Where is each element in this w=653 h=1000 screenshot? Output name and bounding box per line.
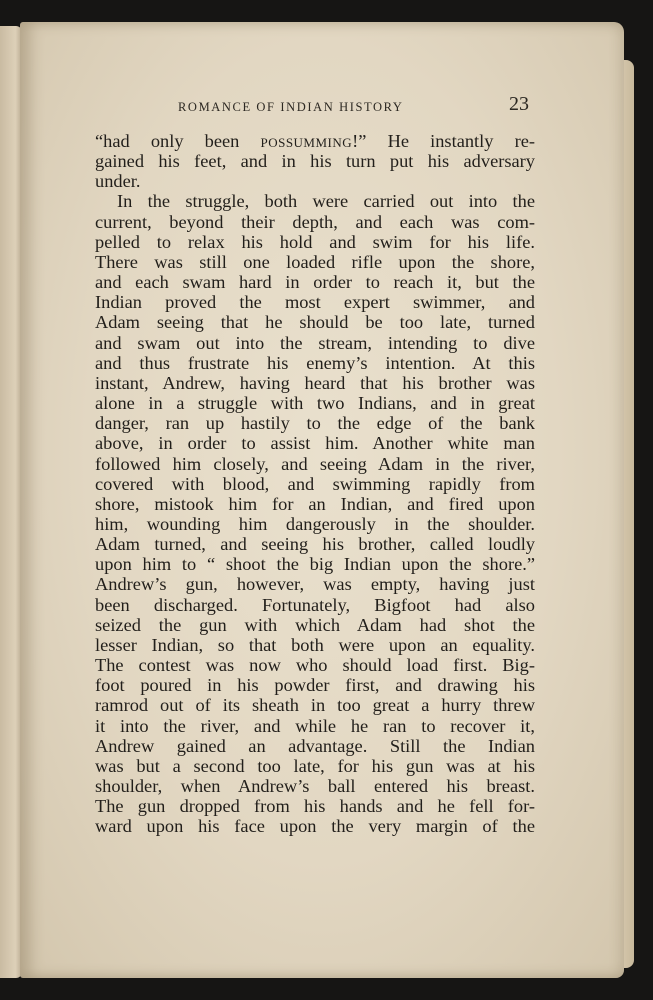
text-line: and each swam hard in order to reach it, but the: [95, 272, 535, 293]
text-line: danger, ran up hastily to the edge of the bank: [95, 413, 535, 434]
body-text: [95, 131, 535, 836]
previous-page-edge: [0, 26, 22, 978]
text-fragment: !” He instantly re-: [352, 131, 535, 151]
text-line: instant, Andrew, having heard that his brother was: [95, 372, 535, 393]
text-line: The contest was now who should load first. Big-: [95, 655, 535, 676]
text-line: covered with blood, and swimming rapidly from: [95, 473, 535, 494]
text-line: was but a second too late, for his gun was at his: [95, 755, 535, 776]
text-line: There was still one loaded rifle upon the shore,: [95, 251, 535, 272]
page-number: 23: [509, 93, 529, 115]
text-line: ward upon his face upon the very margin of the: [95, 816, 535, 837]
text-line: Adam seeing that he should be too late, turned: [95, 312, 535, 333]
text-line: seized the gun with which Adam had shot the: [95, 614, 535, 635]
text-line: In the struggle, both were carried out into the: [117, 191, 535, 212]
text-line: ramrod out of its sheath in too great a hurry threw: [95, 695, 535, 716]
text-line: Adam turned, and seeing his brother, called loudly: [95, 534, 535, 555]
text-line: under.: [95, 171, 141, 192]
text-line: current, beyond their depth, and each was com-: [95, 211, 535, 232]
text-line: Andrew gained an advantage. Still the Indian: [95, 735, 535, 756]
text-line: [95, 131, 535, 151]
text-line: it into the river, and while he ran to recover it,: [95, 715, 535, 736]
text-line: shore, mistook him for an Indian, and fired upon: [95, 493, 535, 514]
text-line: gained his feet, and in his turn put his adversary: [95, 151, 535, 172]
text-line: above, in order to assist him. Another white man: [95, 433, 535, 454]
text-line: Indian proved the most expert swimmer, and: [95, 292, 535, 313]
text-line: alone in a struggle with two Indians, and in great: [95, 393, 535, 414]
text-line: The gun dropped from his hands and he fell for-: [95, 796, 535, 817]
text-line: pelled to relax his hold and swim for his life.: [95, 231, 535, 252]
text-line: shoulder, when Andrew’s ball entered his breast.: [95, 776, 535, 796]
text-line: Andrew’s gun, however, was empty, having just: [95, 574, 535, 595]
running-head: ROMANCE OF INDIAN HISTORY: [178, 100, 404, 114]
text-line: him, wounding him dangerously in the shoulder.: [95, 513, 535, 534]
text-line: followed him closely, and seeing Adam in the river,: [95, 453, 535, 474]
small-caps-word: possumming: [260, 131, 353, 151]
text-line: been discharged. Fortunately, Bigfoot had also: [95, 594, 535, 615]
text-line: and thus frustrate his enemy’s intention. At this: [95, 352, 535, 373]
text-fragment: “had only been: [95, 131, 261, 151]
text-line: and swam out into the stream, intending to dive: [95, 332, 535, 353]
text-line: foot poured in his powder first, and drawing his: [95, 675, 535, 696]
text-line: lesser Indian, so that both were upon an equality.: [95, 634, 535, 655]
text-line: upon him to “ shoot the big Indian upon the shore.”: [95, 554, 535, 575]
